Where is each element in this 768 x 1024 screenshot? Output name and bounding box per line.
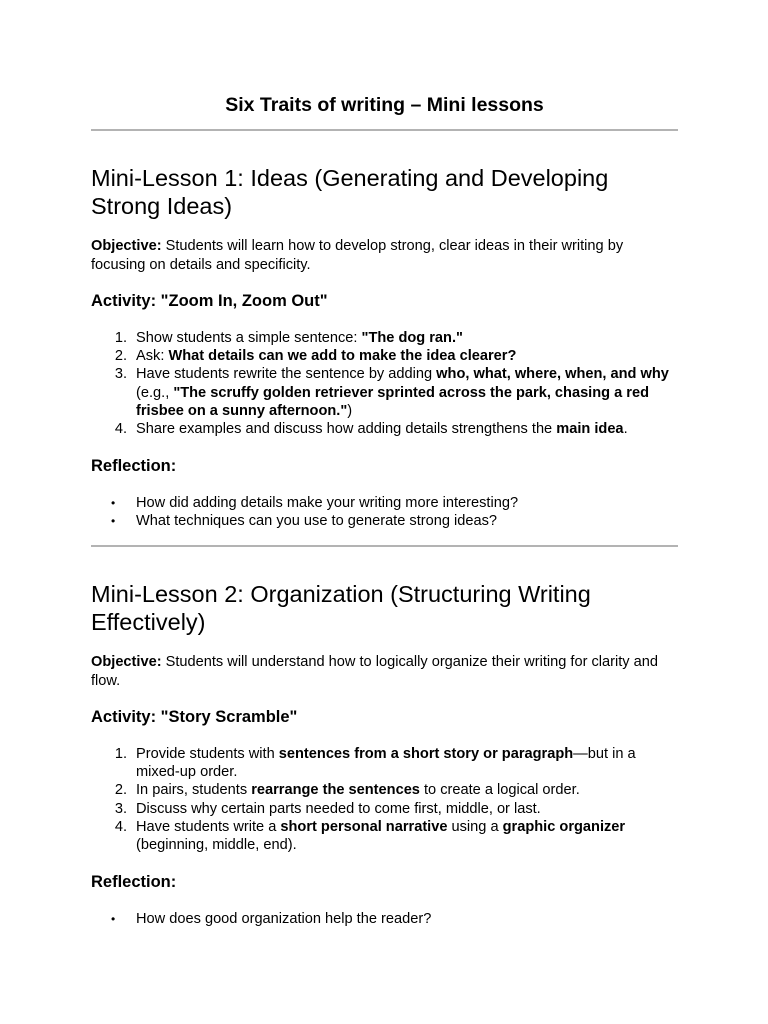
activity-heading: Activity: "Zoom In, Zoom Out" xyxy=(91,292,328,310)
step-number: 2. xyxy=(114,348,127,365)
document-title: Six Traits of writing – Mini lessons xyxy=(225,94,544,116)
reflection-item xyxy=(91,910,678,928)
step-text: . xyxy=(623,421,628,438)
activity-steps xyxy=(91,329,678,438)
objective-text: Students will learn how to develop strong, clear ideas in their writing by focusing on details and specificity. xyxy=(91,238,624,273)
step-text: Have students rewrite the sentence by adding xyxy=(136,366,437,383)
bullet-icon: • xyxy=(111,912,116,927)
lesson-title: Mini-Lesson 2: Organization (Structuring Writing Effectively) xyxy=(91,581,591,635)
step-number: 2. xyxy=(114,782,127,799)
lesson-title: Mini-Lesson 1: Ideas (Generating and Developing Strong Ideas) xyxy=(91,165,609,219)
reflection-list xyxy=(91,910,678,928)
lesson-1 xyxy=(91,164,678,531)
activity-step xyxy=(91,347,678,365)
step-emphasis: "The scruffy golden retriever sprinted across the park, chasing a red frisbee on a sunny afternoon." xyxy=(136,384,650,419)
bullet-icon: • xyxy=(111,514,116,529)
divider xyxy=(91,129,678,131)
activity-step xyxy=(91,420,678,438)
step-emphasis: who, what, where, when, and why xyxy=(436,366,669,383)
bullet-icon: • xyxy=(111,496,116,511)
step-text: to create a logical order. xyxy=(419,782,580,799)
activity-step xyxy=(91,781,678,799)
step-emphasis: rearrange the sentences xyxy=(251,782,420,799)
step-text: Discuss why certain parts needed to come first, middle, or last. xyxy=(136,800,541,817)
step-emphasis: "The dog ran." xyxy=(361,330,463,346)
objective-label: Objective: xyxy=(91,238,162,254)
reflection-text: How does good organization help the reader? xyxy=(136,911,432,928)
activity-step xyxy=(91,329,678,347)
step-emphasis: What details can we add to make the idea clearer? xyxy=(168,348,517,365)
step-text: Ask: xyxy=(136,348,169,365)
step-text: —but in a mixed-up order. xyxy=(136,746,636,781)
reflection-list xyxy=(91,494,678,530)
step-emphasis: sentences from a short story or paragraph xyxy=(278,746,574,762)
step-text: ) xyxy=(347,402,353,419)
step-text: Provide students with xyxy=(136,746,279,762)
objective-paragraph xyxy=(91,653,678,690)
step-text: (e.g., xyxy=(136,384,174,401)
activity-heading: Activity: "Story Scramble" xyxy=(91,708,298,726)
objective-text: Students will understand how to logically organize their writing for clarity and flow. xyxy=(91,654,658,689)
step-number: 4. xyxy=(114,421,127,438)
activity-steps xyxy=(91,745,678,854)
step-text: Share examples and discuss how adding details strengthens the xyxy=(136,421,557,438)
reflection-text: How did adding details make your writing more interesting? xyxy=(136,495,519,512)
step-number: 1. xyxy=(114,330,127,346)
step-number: 3. xyxy=(114,800,127,817)
reflection-item xyxy=(91,512,678,530)
objective-paragraph xyxy=(91,237,678,274)
step-text: (beginning, middle, end). xyxy=(136,837,297,854)
lesson-2 xyxy=(91,580,678,928)
reflection-heading: Reflection: xyxy=(91,457,177,476)
activity-step xyxy=(91,800,678,818)
reflection-text: What techniques can you use to generate strong ideas? xyxy=(136,513,498,530)
step-text: using a xyxy=(447,818,503,835)
activity-step xyxy=(91,745,678,781)
step-text: Have students write a xyxy=(136,818,281,835)
divider xyxy=(91,545,678,547)
step-text: Show students a simple sentence: xyxy=(136,330,362,346)
step-emphasis: main idea xyxy=(556,421,624,438)
step-text: In pairs, students xyxy=(136,782,252,799)
activity-step xyxy=(91,365,678,420)
activity-step xyxy=(91,818,678,854)
step-number: 4. xyxy=(114,818,127,835)
step-number: 3. xyxy=(114,366,127,383)
step-emphasis: graphic organizer xyxy=(502,818,626,835)
reflection-heading: Reflection: xyxy=(91,873,177,892)
objective-label: Objective: xyxy=(91,654,162,670)
step-emphasis: short personal narrative xyxy=(280,818,448,835)
reflection-item xyxy=(91,494,678,512)
step-number: 1. xyxy=(114,746,127,762)
